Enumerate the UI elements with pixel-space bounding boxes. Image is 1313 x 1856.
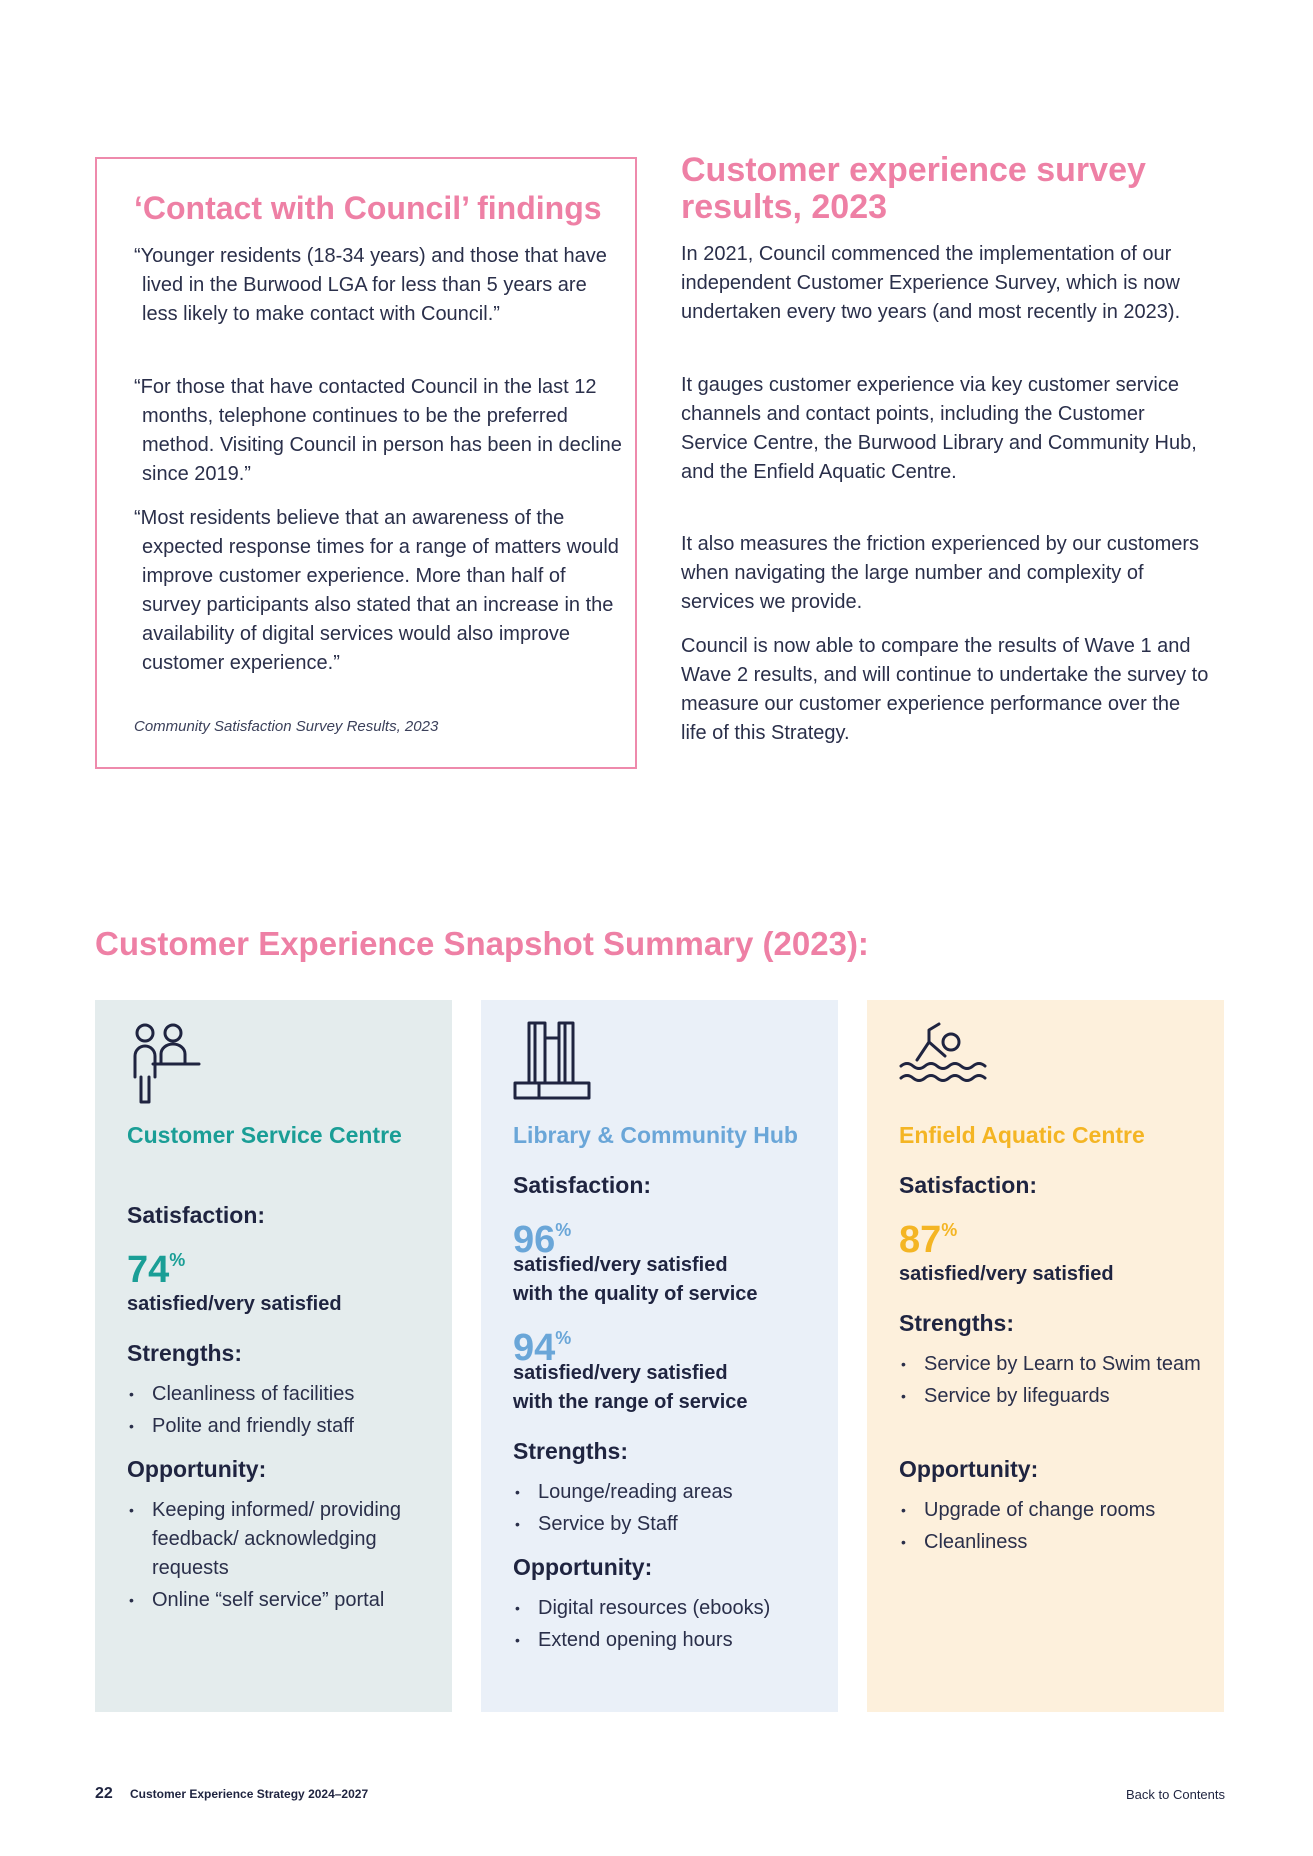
opportunity-list — [127, 1496, 432, 1618]
survey-title: Customer experience survey results, 2023 — [681, 151, 1146, 226]
range-percent: 94% — [513, 1327, 572, 1369]
satisfaction-label: Satisfaction: — [899, 1172, 1038, 1198]
quality-text: satisfied/very satisfied with the quality of service — [513, 1254, 758, 1305]
card-library-community-hub — [481, 1000, 838, 1712]
opportunity-label: Opportunity: — [513, 1554, 653, 1580]
card-enfield-aquatic-centre — [867, 1000, 1224, 1712]
survey-paragraph-2: It gauges customer experience via key customer service channels and contact points, including the Customer Service Centre, the Burwood Library and Community Hub, and the Enfield Aquatic Centre. — [681, 374, 1197, 483]
opportunity-list — [513, 1594, 818, 1658]
document-title: Customer Experience Strategy 2024–2027 — [130, 1787, 369, 1801]
satisfaction-text: satisfied/very satisfied — [899, 1263, 1114, 1285]
list-item: • Polite and friendly staff — [127, 1412, 432, 1441]
list-item: • Service by Learn to Swim team — [899, 1350, 1204, 1379]
card-name: Customer Service Centre — [127, 1122, 402, 1148]
card-customer-service-centre — [95, 1000, 452, 1712]
findings-quote-1: “Younger residents (18-34 years) and those that have lived in the Burwood LGA for less than 5 years are less likely to make contact with Council.” — [134, 245, 607, 325]
list-item: • Service by lifeguards — [899, 1382, 1204, 1411]
list-item: • Digital resources (ebooks) — [513, 1594, 818, 1623]
back-to-contents-link[interactable]: Back to Contents — [1126, 1787, 1225, 1802]
swimmer-icon — [899, 1020, 989, 1095]
satisfaction-label: Satisfaction: — [127, 1202, 266, 1228]
list-item: • Service by Staff — [513, 1510, 818, 1539]
list-item: • Upgrade of change rooms — [899, 1496, 1204, 1525]
list-item: • Online “self service” portal — [127, 1586, 432, 1615]
strengths-label: Strengths: — [899, 1310, 1014, 1336]
findings-title: ‘Contact with Council’ findings — [134, 190, 602, 226]
summary-title: Customer Experience Snapshot Summary (2023): — [95, 925, 869, 962]
satisfaction-text: satisfied/very satisfied — [127, 1293, 342, 1315]
strengths-list — [513, 1478, 818, 1542]
findings-quote-2: “For those that have contacted Council in the last 12 months, telephone continues to be the preferred method. Visiting Council in person has been in decline since 2019.” — [134, 376, 622, 485]
opportunity-label: Opportunity: — [899, 1456, 1039, 1482]
opportunity-list — [899, 1496, 1204, 1560]
range-text: satisfied/very satisfied with the range of service — [513, 1362, 748, 1413]
strengths-label: Strengths: — [127, 1340, 242, 1366]
findings-quote-3: “Most residents believe that an awareness of the expected response times for a range of matters would improve customer experience. More than half of survey participants also stated that an increase in the availability of digital services would also improve customer experience.” — [134, 507, 619, 674]
list-item: • Cleanliness of facilities — [127, 1380, 432, 1409]
list-item: • Keeping informed/ providing feedback/ acknowledging requests — [127, 1496, 432, 1583]
strengths-list — [899, 1350, 1204, 1414]
strengths-label: Strengths: — [513, 1438, 628, 1464]
satisfaction-percent: 87% — [899, 1219, 958, 1261]
card-name: Library & Community Hub — [513, 1122, 798, 1148]
page-number: 22 — [95, 1785, 113, 1802]
satisfaction-percent: 74% — [127, 1249, 186, 1291]
list-item: • Extend opening hours — [513, 1626, 818, 1655]
quality-percent: 96% — [513, 1219, 572, 1261]
strengths-list — [127, 1380, 432, 1444]
satisfaction-label: Satisfaction: — [513, 1172, 652, 1198]
survey-paragraph-1: In 2021, Council commenced the implementation of our independent Customer Experience Survey, which is now undertaken every two years (and most recently in 2023). — [681, 243, 1181, 323]
findings-source: Community Satisfaction Survey Results, 2023 — [134, 718, 439, 735]
survey-paragraph-4: Council is now able to compare the results of Wave 1 and Wave 2 results, and will continue to undertake the survey to measure our customer experience performance over the life of this Strategy. — [681, 635, 1209, 744]
list-item: • Lounge/reading areas — [513, 1478, 818, 1507]
card-name: Enfield Aquatic Centre — [899, 1122, 1145, 1148]
survey-paragraph-3: It also measures the friction experienced by our customers when navigating the large number and complexity of services we provide. — [681, 533, 1200, 613]
opportunity-label: Opportunity: — [127, 1456, 267, 1482]
books-icon — [513, 1020, 593, 1107]
list-item: • Cleanliness — [899, 1528, 1204, 1557]
people-at-counter-icon — [127, 1020, 207, 1109]
